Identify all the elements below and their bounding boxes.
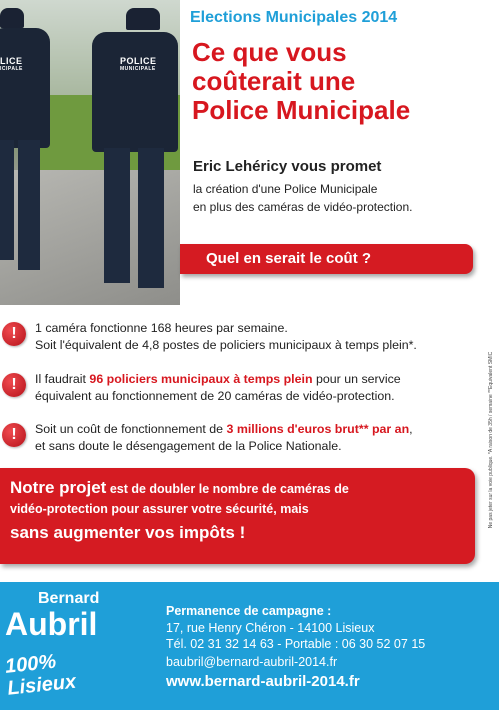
officer-right-cap [126,8,160,30]
office-email[interactable]: baubril@bernard-aubril-2014.fr [166,655,338,669]
candidate-first-name: Bernard [38,590,100,607]
headline-line: Police Municipale [192,95,411,125]
officer-left-leg [0,140,14,260]
promise-line: en plus des caméras de vidéo-protection. [193,200,413,214]
office-title: Permanence de campagne : [166,604,332,618]
officer-left-leg [18,140,40,270]
point-text: 1 caméra fonctionne 168 heures par semaine. [35,321,288,335]
project-line: vidéo-protection pour assurer votre sécurité, mais [10,502,309,516]
point-text: équivalent au fonctionnement de 20 caméras de vidéo-protection. [35,389,395,403]
warning-icon: ! [2,423,26,447]
headline-line: Ce que vous [192,37,347,67]
officer-right-badge: POLICE MUNICIPALE [120,56,157,72]
legal-note: Ne pas jeter sur la voie publique. *A raison de 35h / semaine **Equivalent SMIC [488,351,494,529]
highlight-text: 3 millions d'euros brut** par an [226,422,410,436]
officer-right-leg [138,148,164,288]
officer-right [92,32,178,152]
highlight-text: 96 policiers municipaux à temps plein [89,372,313,386]
election-title: Elections Municipales 2014 [190,9,398,26]
headline-line: coûterait une [192,66,356,96]
point-text: Soit un coût de fonctionnement de 3 millions d'euros brut** par an, [35,422,413,436]
project-emphasis: sans augmenter vos impôts ! [10,523,246,542]
officer-left-badge: LICE ICIPALE [0,56,23,72]
project-line: Notre projet est de doubler le nombre de caméras de [10,478,349,497]
footer [0,582,499,710]
website-link[interactable]: www.bernard-aubril-2014.fr [166,673,360,690]
point-text: et sans doute le désengagement de la Police Nationale. [35,439,342,453]
office-address: 17, rue Henry Chéron - 14100 Lisieux [166,621,375,635]
warning-icon: ! [2,373,26,397]
officer-left-cap [0,8,24,28]
point-text: Il faudrait 96 policiers municipaux à temps plein pour un service [35,372,401,386]
cost-question-banner: Quel en serait le coût ? [180,244,473,274]
office-phone: Tél. 02 31 32 14 63 - Portable : 06 30 52 07 15 [166,637,426,651]
warning-icon: ! [2,322,26,346]
project-box [0,468,475,564]
promise-title: Eric Lehéricy vous promet [193,158,382,175]
officer-right-leg [104,148,130,283]
promise-line: la création d'une Police Municipale [193,182,378,196]
candidate-last-name: Aubril [5,606,98,642]
police-photo [0,0,180,305]
slogan: 100% Lisieux [4,650,78,700]
headline [192,38,410,125]
point-text: Soit l'équivalent de 4,8 postes de policiers municipaux à temps plein*. [35,338,417,352]
officer-left [0,28,50,148]
